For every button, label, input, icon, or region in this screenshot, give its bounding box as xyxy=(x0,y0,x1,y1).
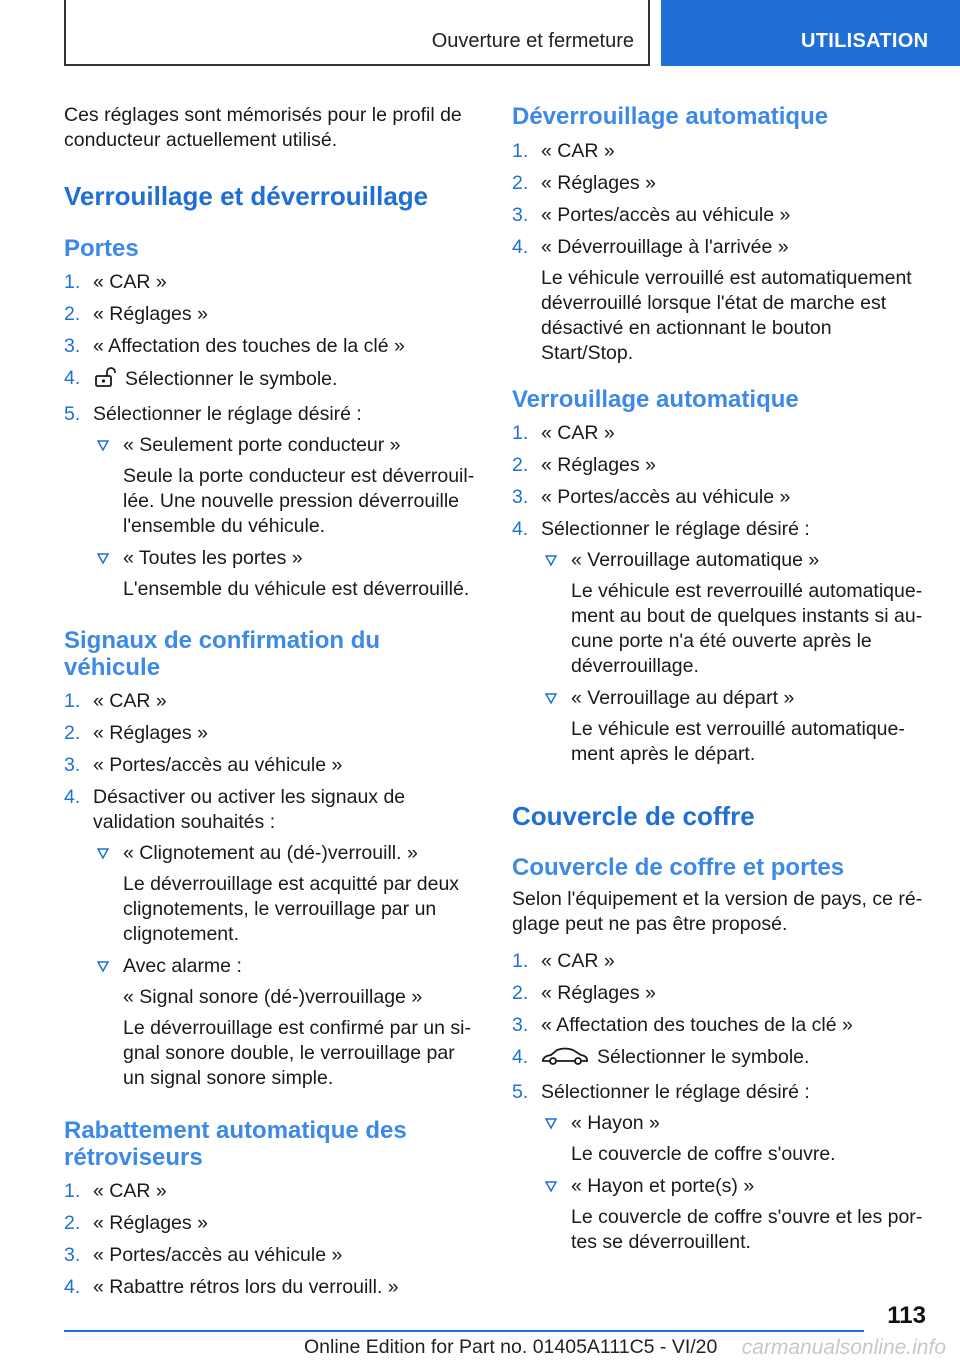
list-item: 4. Sélectionner le réglage désiré : « Verrouillage automatique » Le véhicule est reverrouillé automatiquement au bout de quelques instants si aucune porte n'a été ouverte après le déverrouillage. « Verrouillage au départ » Le véhicule est verrouillé automatiquement après le départ. xyxy=(512,517,928,774)
option-item: « Seulement porte conducteur » Seule la porte conducteur est déverrouillée. Une nouvelle pression déverrouille l'ensemble du véhicule. xyxy=(93,433,480,539)
left-column xyxy=(64,103,480,1307)
list-item: 2. « Réglages » xyxy=(512,982,656,1004)
rabattement-steps xyxy=(64,1179,480,1300)
watermark: carmanualsonline.info xyxy=(741,1336,946,1359)
page-number: 113 xyxy=(887,1302,926,1329)
list-item: 2. « Réglages » xyxy=(512,172,656,194)
list-item: 3. « Portes/accès au véhicule » xyxy=(512,486,791,508)
section-tab xyxy=(661,0,960,66)
verrouillage-auto-steps xyxy=(512,421,928,774)
triangle-bullet-icon xyxy=(541,1174,571,1193)
list-item: 3. « Affectation des touches de la clé » xyxy=(512,1014,853,1036)
heading-deverrouillage-auto: Déverrouillage automatique xyxy=(512,103,829,130)
list-item: 1. « CAR » xyxy=(64,271,167,293)
option-item: « Toutes les portes » L'ensemble du véhicule est déverrouillé. xyxy=(93,546,480,602)
list-item: 4. « Rabattre rétros lors du verrouill. » xyxy=(64,1276,399,1298)
coffre-intro: Selon l'équipement et la version de pays, ce réglage peut ne pas être proposé. xyxy=(512,888,923,935)
option-item: « Verrouillage automatique » Le véhicule est reverrouillé automatiquement au bout de quelques instants si aucune porte n'a été ouverte après le déverrouillage. xyxy=(541,548,928,679)
list-item: 3. « Affectation des touches de la clé » xyxy=(64,335,405,357)
triangle-bullet-icon xyxy=(541,548,571,567)
option-item: « Verrouillage au départ » Le véhicule est verrouillé automatiquement après le départ. xyxy=(541,686,928,767)
list-item: 2. « Réglages » xyxy=(64,722,208,744)
footer-divider xyxy=(64,1330,864,1332)
triangle-bullet-icon xyxy=(93,546,123,565)
list-item: 3. « Portes/accès au véhicule » xyxy=(64,754,343,776)
list-item: 1. « CAR » xyxy=(64,1180,167,1202)
triangle-bullet-icon xyxy=(93,954,123,973)
heading-rabattement: Rabattement automatique des rétroviseurs xyxy=(64,1117,407,1171)
list-item: 1. « CAR » xyxy=(64,690,167,712)
right-column xyxy=(512,103,928,1269)
triangle-bullet-icon xyxy=(541,1111,571,1130)
list-item: 5. Sélectionner le réglage désiré : « Hayon » Le couvercle de coffre s'ouvre. « Hayon et porte(s) » Le couvercle de coffre s'ouvre et les portes se déverrouillent. xyxy=(512,1080,928,1262)
heading-couvercle: Couvercle de coffre xyxy=(512,801,755,831)
unlock-key-icon xyxy=(93,366,117,395)
deverrouillage-auto-steps xyxy=(512,139,928,366)
option-item: « Clignotement au (dé-)verrouill. » Le déverrouillage est acquitté par deux clignotements, le verrouillage par un clignotement. xyxy=(93,841,480,947)
triangle-bullet-icon xyxy=(93,433,123,452)
list-item: 1. « CAR » xyxy=(512,140,615,162)
list-item: 3. « Portes/accès au véhicule » xyxy=(64,1244,343,1266)
list-item: 4. Désactiver ou activer les signaux de validation souhaités : « Clignotement au (dé-)verrouill. » Le déverrouillage est acquitté par deux clignotements, le verrouillage par un clignotement. Avec alarme : « Signal sonore (dé-)verrouillage » Le déverrouillage est confirmé par un signal sonore double, le verrouillage par un signal sonore simple. xyxy=(64,785,480,1098)
coffre-steps xyxy=(512,949,928,1262)
list-item: 3. « Portes/accès au véhicule » xyxy=(512,204,791,226)
list-item: 4. Sélectionner le symbole. xyxy=(64,366,480,395)
header-chapter-box xyxy=(64,0,650,66)
heading-verrouillage: Verrouillage et déverrouillage xyxy=(64,181,429,211)
list-item: 4. « Déverrouillage à l'arrivée » Le véhicule verrouillé est automatiquement déverrouillé lorsque l'état de marche est désactivé en actionnant le bouton Start/Stop. xyxy=(512,236,912,364)
list-item: 2. « Réglages » xyxy=(512,454,656,476)
heading-couvercle-portes: Couvercle de coffre et portes xyxy=(512,854,845,881)
list-item: 1. « CAR » xyxy=(512,422,615,444)
heading-verrouillage-auto: Verrouillage automatique xyxy=(512,386,799,413)
option-item: « Hayon et porte(s) » Le couvercle de coffre s'ouvre et les portes se déverrouillent. xyxy=(541,1174,928,1255)
coffre-options xyxy=(541,1111,928,1255)
section-tab-label: UTILISATION xyxy=(801,30,929,52)
option-item: « Hayon » Le couvercle de coffre s'ouvre. xyxy=(541,1111,928,1167)
signaux-steps xyxy=(64,689,480,1098)
triangle-bullet-icon xyxy=(93,841,123,860)
list-item: 4. Sélectionner le symbole. xyxy=(512,1045,928,1073)
signaux-options xyxy=(93,841,480,1091)
heading-portes: Portes xyxy=(64,235,139,262)
intro-paragraph: Ces réglages sont mémorisés pour le profil de conducteur actuellement utilisé. xyxy=(64,104,462,151)
portes-steps xyxy=(64,270,480,609)
edition-text: Online Edition for Part no. 01405A111C5 - VI/20 xyxy=(304,1336,718,1358)
triangle-bullet-icon xyxy=(541,686,571,705)
verrouillage-auto-options xyxy=(541,548,928,767)
heading-signaux: Signaux de confirmation du véhicule xyxy=(64,627,381,681)
option-item: Avec alarme : « Signal sonore (dé-)verrouillage » Le déverrouillage est confirmé par un signal sonore double, le verrouillage par un signal sonore simple. xyxy=(93,954,480,1091)
list-item: 1. « CAR » xyxy=(512,950,615,972)
list-item: 5. Sélectionner le réglage désiré : « Seulement porte conducteur » Seule la porte conducteur est déverrouillée. Une nouvelle pression déverrouille l'ensemble du véhicule. « Toutes les portes » L'ensemble du véhicule est déverrouillé. xyxy=(64,402,480,609)
chapter-title: Ouverture et fermeture xyxy=(431,30,634,52)
portes-options xyxy=(93,433,480,602)
car-trunk-icon xyxy=(541,1046,589,1073)
list-item: 2. « Réglages » xyxy=(64,303,208,325)
list-item: 2. « Réglages » xyxy=(64,1212,208,1234)
